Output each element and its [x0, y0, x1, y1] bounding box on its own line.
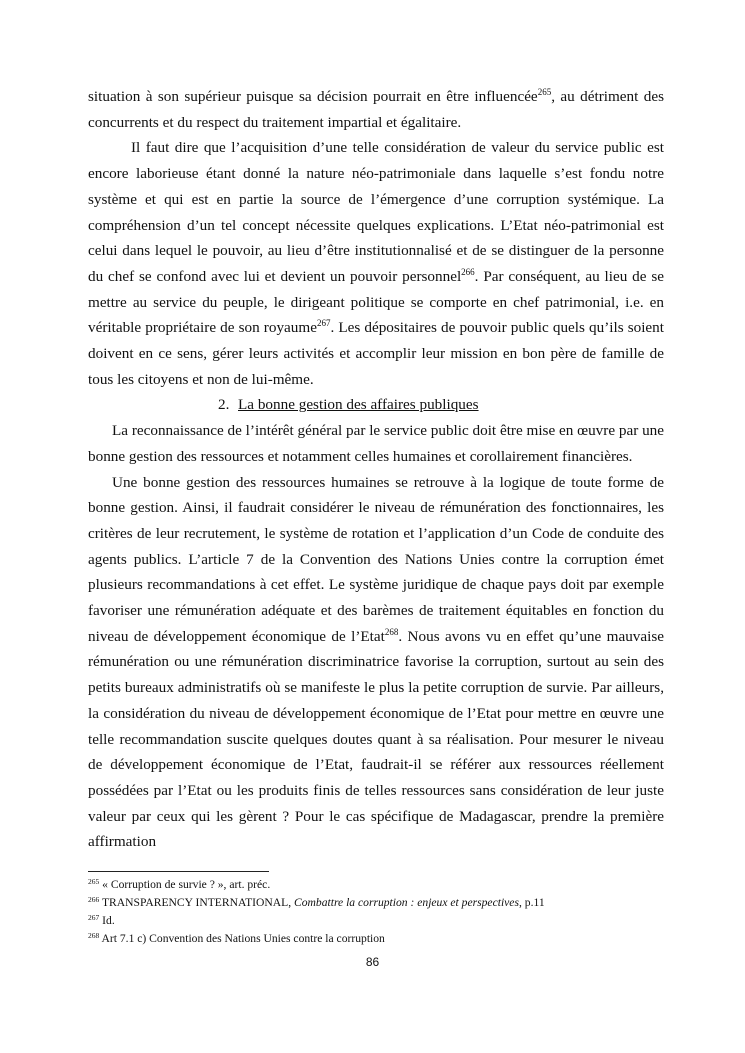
- page-number: 86: [365, 955, 380, 969]
- paragraph-3: La reconnaissance de l’intérêt général par le service public doit être mise en œuvre par une bonne gestion des ressources et notamment celles humaines et corollairement financières.: [88, 422, 664, 465]
- footnote-267: $^{267}$ Id.: [88, 913, 115, 927]
- footnote-265: $^{265}$ « Corruption de survie ? », art. préc.: [88, 877, 271, 891]
- footnote-ref-268[interactable]: 268: [384, 626, 399, 637]
- footnote-ref-266[interactable]: 266: [461, 266, 475, 277]
- footnote-268: $^{268}$ Art 7.1 c) Convention des Nations Unies contre la corruption: [88, 931, 385, 945]
- footnote-separator: [88, 871, 269, 872]
- body-text: [88, 84, 664, 855]
- footnote-266: $^{266}$ TRANSPARENCY INTERNATIONAL, Combattre la corruption : enjeux et perspectives, p.11: [88, 895, 545, 909]
- footnotes: [88, 876, 664, 948]
- footnote-ref-265[interactable]: 265: [537, 87, 552, 97]
- paragraph-1: situation à son supérieur puisque sa décision pourrait en être influencée$^{265}$, au détriment des concurrents et du respect du traitement impartial et égalitaire.: [88, 87, 664, 131]
- paragraph-4: Une bonne gestion des ressources humaines se retrouve à la logique de toute forme de bonne gestion. Ainsi, il faudrait considérer le niveau de rémunération des fonctionnaires, les critères de leur recrutement, le système de rotation et l’application d’un Code de conduite des agents publics. L’article 7 de la Convention des Nations Unies contre la corruption émet plusieurs recommandations à cet effet. Le système juridique de chaque pays doit par exemple favoriser une rémunération adéquate et des barèmes de traitement équitables en fonction du niveau de développement économique de l’Etat$^{268}$. Nous avons vu en effet qu’une mauvaise rémunération ou une rémunération discriminatrice favorise la corruption, surtout au sein des petits bureaux administratifs où se manifeste le plus la petite corruption de survie. Par ailleurs, la considération du niveau de développement économique de l’Etat pour mettre en œuvre une telle recommandation suscite quelques doutes quant à sa réalisation. Pour mesurer le niveau de développement économique de l’Etat, faudrait-il se référer aux ressources réellement possédées par l’Etat ou les produits finis de telles ressources sans considération de leur juste valeur par ceux qui les gèrent ? Pour le cas spécifique de Madagascar, prendre la première affirmation: [88, 473, 664, 851]
- section-heading: [88, 392, 664, 418]
- section-number: 2.: [218, 396, 230, 414]
- section-title: La bonne gestion des affaires publiques: [238, 396, 479, 414]
- paragraph-2: Il faut dire que l’acquisition d’une telle considération de valeur du service public est encore laborieuse étant donné la nature néo-patrimoniale dans laquelle s’est fondu notre système et qui est en partie la source de l’émergence d’une corruption systémique. La compréhension d’un tel concept nécessite quelques explications. L’Etat néo-patrimonial est celui dans lequel le pouvoir, au lieu d’être institutionnalisé et de se distinguer de la personne du chef se confond avec lui et devient un pouvoir personnel$^{266}$. Par conséquent, au lieu de se mettre au service du peuple, le dirigeant politique se comporte en chef patrimonial, i.e. en véritable propriétaire de son royaume$^{267}$. Les dépositaires de pouvoir public quels qu’ils soient doivent en ce sens, gérer leurs activités et accomplir leur mission en bon père de famille de tous les citoyens et non de lui-même.: [88, 139, 664, 388]
- footnote-ref-267[interactable]: 267: [316, 318, 331, 329]
